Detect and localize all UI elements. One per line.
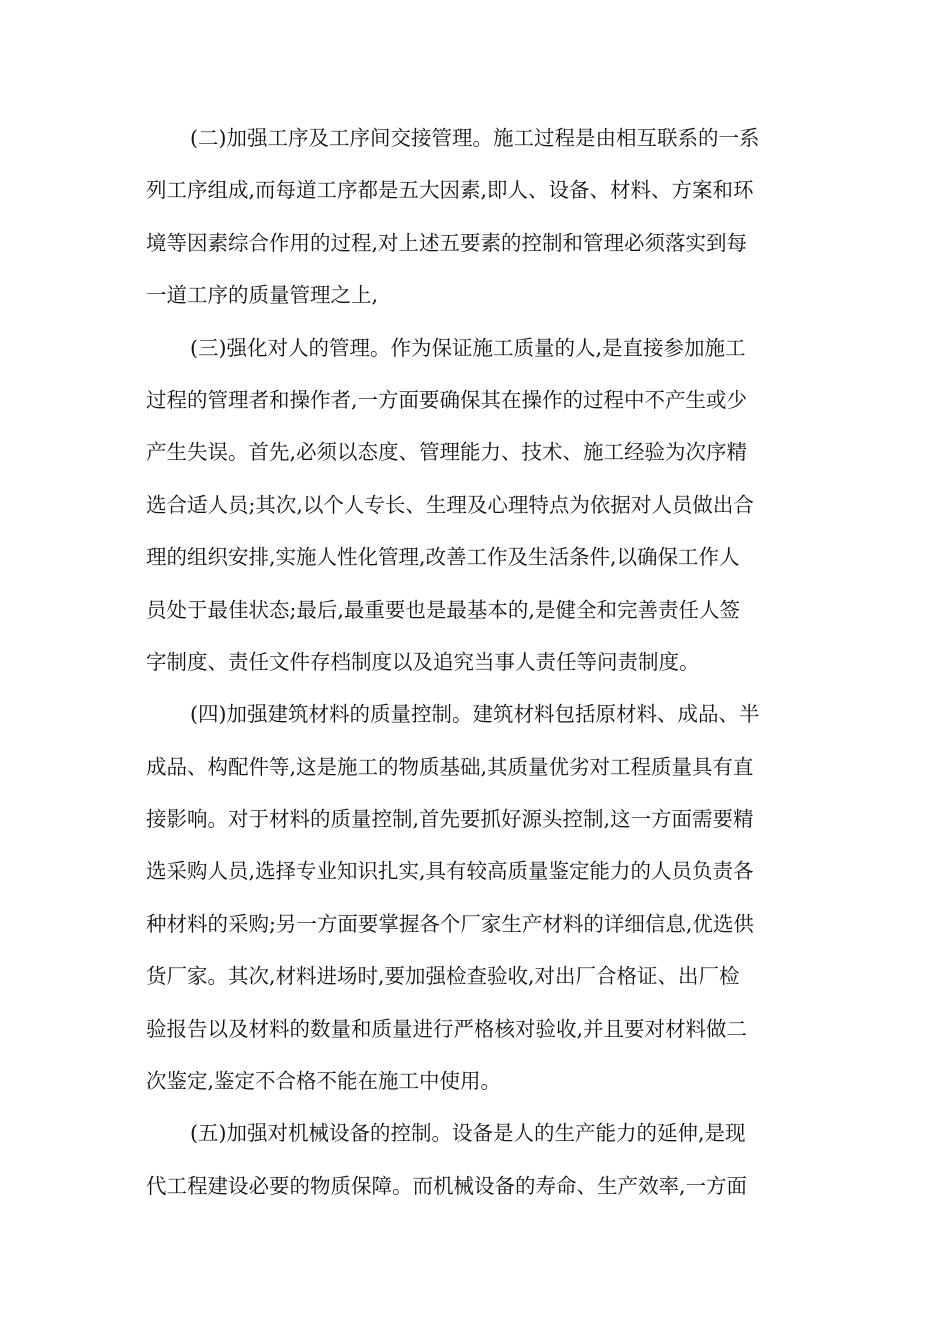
- text-line: 货厂家。其次,材料进场时,要加强检查验收,对出厂合格证、出厂检: [146, 964, 740, 989]
- text-line: 接影响。对于材料的质量控制,首先要抓好源头控制,这一方面需要精: [146, 807, 754, 832]
- text-line: 种材料的采购;另一方面要掌握各个厂家生产材料的详细信息,优选供: [146, 911, 754, 936]
- text-line: 过程的管理者和操作者,一方面要确保其在操作的过程中不产生或少: [146, 387, 748, 412]
- text-line: 代工程建设必要的物质保障。而机械设备的寿命、生产效率,一方面: [146, 1173, 748, 1198]
- text-line: 境等因素综合作用的过程,对上述五要素的控制和管理必须落实到每: [146, 230, 748, 255]
- paragraph-process-management: [146, 116, 806, 326]
- text-line: 验报告以及材料的数量和质量进行严格核对验收,并且要对材料做二: [146, 1016, 748, 1041]
- text-line: (二)加强工序及工序间交接管理。施工过程是由相互联系的一系: [190, 126, 760, 150]
- text-line: 字制度、责任文件存档制度以及追究当事人责任等问责制度。: [146, 649, 700, 674]
- text-line: (三)强化对人的管理。作为保证施工质量的人,是直接参加施工: [190, 335, 746, 360]
- text-line: (五)加强对机械设备的控制。设备是人的生产能力的延伸,是现: [190, 1121, 746, 1146]
- text-line: 成品、构配件等,这是施工的物质基础,其质量优劣对工程质量具有直: [146, 754, 754, 779]
- paragraph-material-control: [146, 692, 806, 1111]
- document-body: [146, 116, 806, 1216]
- text-line: 理的组织安排,实施人性化管理,改善工作及生活条件,以确保工作人: [146, 545, 740, 570]
- paragraph-equipment-control: [146, 1111, 806, 1216]
- text-line: 选采购人员,选择专业知识扎实,具有较高质量鉴定能力的人员负责各: [146, 859, 754, 884]
- text-line: 选合适人员;其次,以个人专长、生理及心理特点为依据对人员做出合: [146, 492, 754, 517]
- paragraph-personnel-management: [146, 326, 806, 693]
- text-line: 次鉴定,鉴定不合格不能在施工中使用。: [146, 1069, 502, 1094]
- text-line: 列工序组成,而每道工序都是五大因素,即人、设备、材料、方案和环: [146, 178, 754, 203]
- text-line: (四)加强建筑材料的质量控制。建筑材料包括原材料、成品、半: [190, 702, 760, 727]
- text-line: 一道工序的质量管理之上,: [146, 283, 379, 308]
- text-line: 员处于最佳状态;最后,最重要也是最基本的,是健全和完善责任人签: [146, 597, 740, 622]
- text-line: 产生失误。首先,必须以态度、管理能力、技术、施工经验为次序精: [146, 440, 748, 465]
